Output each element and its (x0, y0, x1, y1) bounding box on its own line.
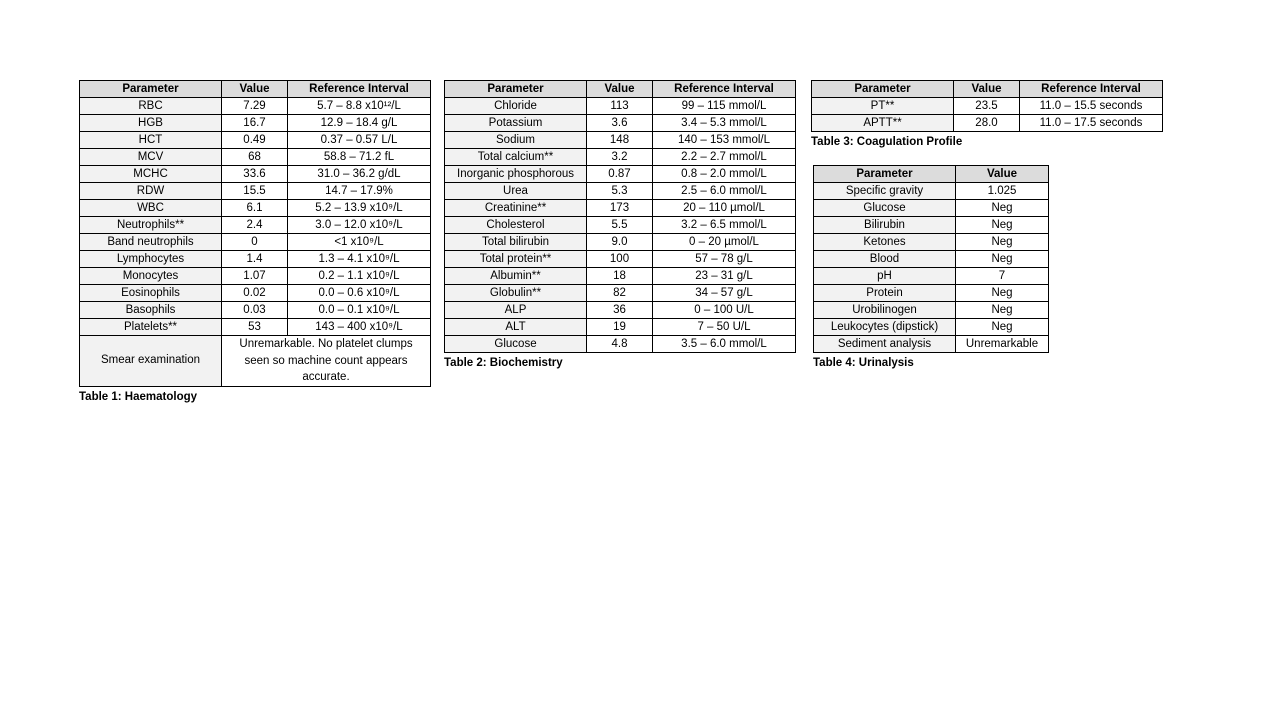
value-cell: 23.5 (954, 98, 1020, 115)
table-row (80, 183, 431, 200)
parameter-cell: Sediment analysis (814, 336, 956, 353)
reference-cell: 14.7 – 17.9% (288, 183, 431, 200)
column-header: Parameter (814, 166, 956, 183)
table-row (80, 268, 431, 285)
parameter-cell: Potassium (445, 115, 587, 132)
column-header: Value (222, 81, 288, 98)
parameter-cell: ALP (445, 302, 587, 319)
parameter-cell: HGB (80, 115, 222, 132)
parameter-cell: Inorganic phosphorous (445, 166, 587, 183)
table-header-row (445, 81, 796, 98)
parameter-cell: Platelets** (80, 319, 222, 336)
table-row (445, 285, 796, 302)
table-row (814, 200, 1049, 217)
parameter-cell: Specific gravity (814, 183, 956, 200)
reference-cell: 2.2 – 2.7 mmol/L (653, 149, 796, 166)
parameter-cell: PT** (812, 98, 954, 115)
parameter-cell: Monocytes (80, 268, 222, 285)
table-row (80, 217, 431, 234)
parameter-cell: Neutrophils** (80, 217, 222, 234)
table-row (80, 200, 431, 217)
value-cell: 7.29 (222, 98, 288, 115)
table-row (445, 234, 796, 251)
parameter-cell: HCT (80, 132, 222, 149)
column-header: Value (954, 81, 1020, 98)
reference-cell: 23 – 31 g/L (653, 268, 796, 285)
value-cell: 1.07 (222, 268, 288, 285)
table-caption: Table 2: Biochemistry (444, 357, 563, 369)
value-cell: 33.6 (222, 166, 288, 183)
table-row (445, 336, 796, 353)
table-row (814, 336, 1049, 353)
table-row (80, 149, 431, 166)
table-row (445, 132, 796, 149)
smear-row (80, 336, 431, 387)
parameter-cell: MCV (80, 149, 222, 166)
parameter-cell: Ketones (814, 234, 956, 251)
coagulation-table (811, 80, 1163, 132)
parameter-cell: WBC (80, 200, 222, 217)
urinalysis-table (813, 165, 1049, 353)
reference-cell: 143 – 400 x10⁹/L (288, 319, 431, 336)
parameter-cell: Creatinine** (445, 200, 587, 217)
reference-cell: 20 – 110 µmol/L (653, 200, 796, 217)
value-cell: 7 (956, 268, 1049, 285)
table-caption: Table 3: Coagulation Profile (811, 136, 963, 148)
table-row (445, 268, 796, 285)
reference-cell: 7 – 50 U/L (653, 319, 796, 336)
reference-cell: <1 x10⁹/L (288, 234, 431, 251)
value-cell: 0 (222, 234, 288, 251)
value-cell: 100 (587, 251, 653, 268)
parameter-cell: Glucose (814, 200, 956, 217)
table-row (445, 98, 796, 115)
table-row (80, 98, 431, 115)
parameter-cell: Blood (814, 251, 956, 268)
table-caption: Table 4: Urinalysis (813, 357, 914, 369)
value-cell: 19 (587, 319, 653, 336)
table-row (814, 285, 1049, 302)
value-cell: 0.02 (222, 285, 288, 302)
column-header: Reference Interval (1020, 81, 1163, 98)
reference-cell: 0.2 – 1.1 x10⁹/L (288, 268, 431, 285)
value-cell: 0.87 (587, 166, 653, 183)
value-cell: Neg (956, 251, 1049, 268)
table-row (445, 200, 796, 217)
parameter-cell: Basophils (80, 302, 222, 319)
parameter-cell: Protein (814, 285, 956, 302)
parameter-cell: Band neutrophils (80, 234, 222, 251)
table-row (445, 166, 796, 183)
biochemistry-table (444, 80, 796, 353)
parameter-cell: Urobilinogen (814, 302, 956, 319)
value-cell: Neg (956, 302, 1049, 319)
table-row (445, 319, 796, 336)
value-cell: Neg (956, 217, 1049, 234)
value-cell: 82 (587, 285, 653, 302)
reference-cell: 57 – 78 g/L (653, 251, 796, 268)
table-row (814, 268, 1049, 285)
parameter-cell: Albumin** (445, 268, 587, 285)
value-cell: 4.8 (587, 336, 653, 353)
parameter-cell: Bilirubin (814, 217, 956, 234)
table-row (812, 98, 1163, 115)
column-header: Parameter (812, 81, 954, 98)
parameter-cell: Eosinophils (80, 285, 222, 302)
table-row (445, 217, 796, 234)
reference-cell: 0.0 – 0.6 x10⁹/L (288, 285, 431, 302)
table-row (80, 166, 431, 183)
reference-cell: 3.4 – 5.3 mmol/L (653, 115, 796, 132)
reference-cell: 99 – 115 mmol/L (653, 98, 796, 115)
table-row (80, 132, 431, 149)
parameter-cell: pH (814, 268, 956, 285)
reference-cell: 58.8 – 71.2 fL (288, 149, 431, 166)
value-cell: 16.7 (222, 115, 288, 132)
table-header-row (814, 166, 1049, 183)
reference-cell: 1.3 – 4.1 x10⁹/L (288, 251, 431, 268)
value-cell: 3.2 (587, 149, 653, 166)
table-caption: Table 1: Haematology (79, 390, 198, 403)
value-cell: 3.6 (587, 115, 653, 132)
value-cell: 0.49 (222, 132, 288, 149)
reference-cell: 140 – 153 mmol/L (653, 132, 796, 149)
column-header: Parameter (80, 81, 222, 98)
parameter-cell: Cholesterol (445, 217, 587, 234)
parameter-cell: ALT (445, 319, 587, 336)
value-cell: Neg (956, 285, 1049, 302)
table-row (80, 285, 431, 302)
parameter-cell: Chloride (445, 98, 587, 115)
value-cell: 9.0 (587, 234, 653, 251)
urinalysis-table-block (813, 165, 1049, 369)
value-cell: Neg (956, 234, 1049, 251)
column-header: Value (587, 81, 653, 98)
value-cell: 5.5 (587, 217, 653, 234)
parameter-cell: Globulin** (445, 285, 587, 302)
table-row (445, 183, 796, 200)
coagulation-table-block (811, 80, 1163, 148)
reference-cell: 3.0 – 12.0 x10⁹/L (288, 217, 431, 234)
parameter-cell: Total protein** (445, 251, 587, 268)
table-header-row (80, 81, 431, 98)
reference-cell: 5.2 – 13.9 x10⁹/L (288, 200, 431, 217)
reference-cell: 0.8 – 2.0 mmol/L (653, 166, 796, 183)
parameter-cell: RBC (80, 98, 222, 115)
value-cell: 173 (587, 200, 653, 217)
parameter-cell: Glucose (445, 336, 587, 353)
value-cell: 5.3 (587, 183, 653, 200)
value-cell: 1.025 (956, 183, 1049, 200)
value-cell: Unremarkable (956, 336, 1049, 353)
parameter-cell: Leukocytes (dipstick) (814, 319, 956, 336)
column-header: Reference Interval (288, 81, 431, 98)
value-cell: 28.0 (954, 115, 1020, 132)
reference-cell: 5.7 – 8.8 x10¹²/L (288, 98, 431, 115)
smear-text: Unremarkable. No platelet clumps seen so machine count appears accurate. (222, 336, 431, 387)
table-row (814, 217, 1049, 234)
table-row (814, 183, 1049, 200)
table-row (80, 115, 431, 132)
table-row (812, 115, 1163, 132)
value-cell: 15.5 (222, 183, 288, 200)
table-row (814, 251, 1049, 268)
parameter-cell: Sodium (445, 132, 587, 149)
table-row (80, 234, 431, 251)
reference-cell: 0 – 100 U/L (653, 302, 796, 319)
value-cell: 68 (222, 149, 288, 166)
haematology-table-block (79, 80, 431, 403)
parameter-cell: Total calcium** (445, 149, 587, 166)
reference-cell: 2.5 – 6.0 mmol/L (653, 183, 796, 200)
reference-cell: 11.0 – 17.5 seconds (1020, 115, 1163, 132)
column-header: Parameter (445, 81, 587, 98)
parameter-cell: APTT** (812, 115, 954, 132)
smear-label: Smear examination (80, 336, 222, 387)
table-row (814, 234, 1049, 251)
value-cell: 113 (587, 98, 653, 115)
parameter-cell: RDW (80, 183, 222, 200)
value-cell: 18 (587, 268, 653, 285)
reference-cell: 3.5 – 6.0 mmol/L (653, 336, 796, 353)
value-cell: 0.03 (222, 302, 288, 319)
reference-cell: 12.9 – 18.4 g/L (288, 115, 431, 132)
value-cell: 2.4 (222, 217, 288, 234)
table-row (80, 302, 431, 319)
value-cell: 36 (587, 302, 653, 319)
column-header: Reference Interval (653, 81, 796, 98)
value-cell: Neg (956, 200, 1049, 217)
table-row (445, 149, 796, 166)
table-row (445, 115, 796, 132)
reference-cell: 3.2 – 6.5 mmol/L (653, 217, 796, 234)
value-cell: 6.1 (222, 200, 288, 217)
value-cell: 1.4 (222, 251, 288, 268)
value-cell: Neg (956, 319, 1049, 336)
table-row (80, 251, 431, 268)
biochemistry-table-block (444, 80, 796, 369)
table-header-row (812, 81, 1163, 98)
reference-cell: 31.0 – 36.2 g/dL (288, 166, 431, 183)
table-row (80, 319, 431, 336)
column-header: Value (956, 166, 1049, 183)
parameter-cell: Lymphocytes (80, 251, 222, 268)
parameter-cell: MCHC (80, 166, 222, 183)
reference-cell: 34 – 57 g/L (653, 285, 796, 302)
reference-cell: 0.0 – 0.1 x10⁹/L (288, 302, 431, 319)
reference-cell: 0 – 20 µmol/L (653, 234, 796, 251)
reference-cell: 0.37 – 0.57 L/L (288, 132, 431, 149)
table-row (445, 251, 796, 268)
table-row (814, 319, 1049, 336)
table-row (814, 302, 1049, 319)
table-row (445, 302, 796, 319)
value-cell: 53 (222, 319, 288, 336)
reference-cell: 11.0 – 15.5 seconds (1020, 98, 1163, 115)
value-cell: 148 (587, 132, 653, 149)
haematology-table (79, 80, 431, 387)
parameter-cell: Total bilirubin (445, 234, 587, 251)
parameter-cell: Urea (445, 183, 587, 200)
